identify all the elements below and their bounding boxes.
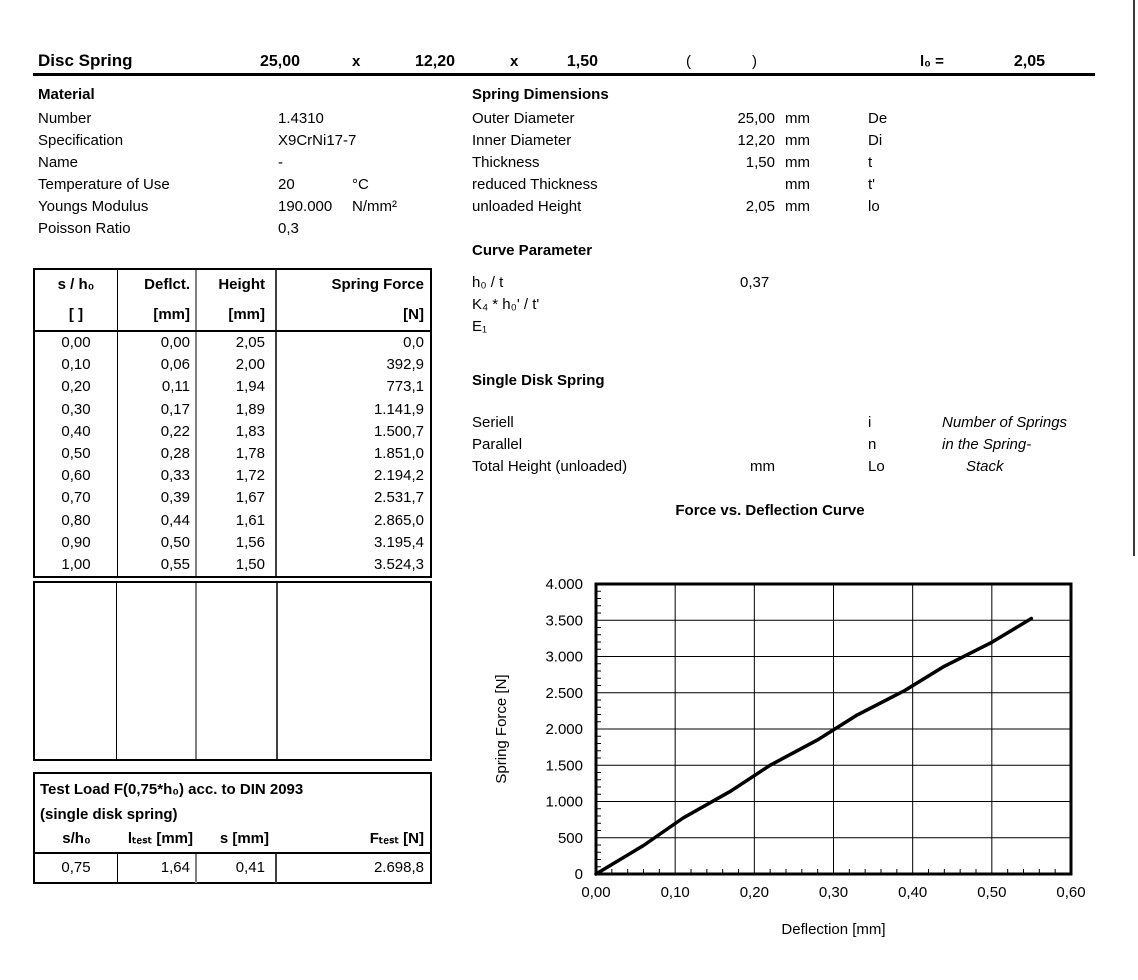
column-separator bbox=[195, 583, 197, 759]
row-symbol: n bbox=[868, 436, 877, 453]
row-label: Total Height (unloaded) bbox=[472, 458, 628, 475]
svg-text:Deflection [mm]: Deflection [mm] bbox=[781, 921, 886, 938]
dimension-row bbox=[472, 154, 1112, 176]
svg-text:0,10: 0,10 bbox=[660, 884, 690, 901]
force-table-header bbox=[35, 270, 430, 332]
test-load-title: Test Load F(0,75*h₀) acc. to DIN 2093 bbox=[40, 781, 304, 798]
table-cell: 0,0 bbox=[403, 334, 424, 351]
table-cell: 0,20 bbox=[35, 376, 118, 398]
dimension-row bbox=[472, 110, 1112, 132]
row-value: 0,37 bbox=[740, 274, 770, 291]
curve-parameter-row bbox=[472, 318, 1112, 340]
table-cell: 0,60 bbox=[35, 465, 118, 487]
svg-text:500: 500 bbox=[557, 829, 583, 847]
table-cell: 0,10 bbox=[35, 354, 118, 376]
column-unit: [mm] bbox=[197, 300, 277, 330]
svg-text:1.500: 1.500 bbox=[545, 757, 583, 775]
header-multiply-sign-1: x bbox=[352, 53, 361, 70]
spring-dimensions-section bbox=[472, 86, 1112, 220]
svg-text:4.000: 4.000 bbox=[545, 576, 583, 593]
row-label: K₄ * h₀' / t' bbox=[472, 296, 540, 313]
force-table-row bbox=[35, 399, 430, 421]
column-unit: [N] bbox=[403, 306, 424, 323]
header-paren-open: ( bbox=[686, 53, 691, 70]
svg-text:0,00: 0,00 bbox=[581, 884, 611, 901]
table-cell: 0,50 bbox=[118, 532, 197, 554]
column-header: Spring Force bbox=[331, 276, 424, 293]
table-cell: 773,1 bbox=[386, 378, 424, 396]
row-unit: mm bbox=[785, 110, 810, 127]
row-value: 1,50 bbox=[745, 154, 775, 171]
table-cell: 3.195,4 bbox=[373, 533, 424, 551]
row-unit: mm bbox=[785, 154, 810, 171]
table-cell: 0,50 bbox=[35, 443, 118, 465]
row-label: Name bbox=[38, 154, 79, 171]
row-unit: mm bbox=[785, 176, 810, 193]
row-symbol: t bbox=[868, 154, 873, 171]
row-label: Specification bbox=[38, 132, 124, 149]
table-cell: 1.141,9 bbox=[373, 400, 424, 418]
row-value: 25,00 bbox=[737, 110, 775, 127]
row-note: in the Spring- bbox=[942, 436, 1032, 453]
header-rule bbox=[33, 73, 1095, 76]
dimension-row bbox=[472, 176, 1112, 198]
row-label: Poisson Ratio bbox=[38, 220, 131, 237]
row-symbol: Di bbox=[868, 132, 883, 149]
svg-text:Spring Force [N]: Spring Force [N] bbox=[493, 674, 510, 784]
row-symbol: De bbox=[868, 110, 888, 127]
table-cell: 392,9 bbox=[386, 356, 424, 374]
row-label: h₀ / t bbox=[472, 274, 504, 291]
material-row bbox=[38, 132, 468, 154]
material-row bbox=[38, 154, 468, 176]
force-table-row bbox=[35, 465, 430, 487]
column-header: lₜₑₛₜ [mm] bbox=[127, 830, 193, 847]
material-section bbox=[38, 86, 468, 242]
force-table-row bbox=[35, 376, 430, 398]
table-cell: 2.698,8 bbox=[373, 859, 424, 876]
table-cell: 1,61 bbox=[197, 510, 277, 532]
column-separator bbox=[276, 583, 278, 759]
row-value: - bbox=[278, 154, 283, 171]
header-outer-diameter: 25,00 bbox=[259, 53, 300, 70]
curve-parameter-heading: Curve Parameter bbox=[472, 242, 593, 259]
row-label: Parallel bbox=[472, 436, 523, 453]
force-table-empty-continuation bbox=[33, 581, 432, 761]
row-label: Outer Diameter bbox=[472, 110, 575, 127]
material-heading: Material bbox=[38, 86, 95, 103]
column-header: s/h₀ bbox=[62, 830, 91, 847]
svg-text:0: 0 bbox=[574, 866, 583, 883]
svg-text:0,20: 0,20 bbox=[739, 884, 769, 901]
table-cell: 1,50 bbox=[197, 554, 277, 576]
curve-parameter-section bbox=[472, 242, 1112, 340]
row-value: 0,3 bbox=[278, 220, 299, 237]
spring-dimensions-heading: Spring Dimensions bbox=[472, 86, 609, 103]
svg-text:0,30: 0,30 bbox=[818, 884, 849, 901]
table-cell: 0,22 bbox=[118, 421, 197, 443]
table-cell: 2.194,2 bbox=[373, 467, 424, 485]
table-cell: 0,17 bbox=[118, 399, 197, 421]
material-row bbox=[38, 220, 468, 242]
row-symbol: Lo bbox=[868, 458, 885, 475]
chart-title: Force vs. Deflection Curve bbox=[675, 502, 865, 519]
column-header: s [mm] bbox=[219, 830, 269, 847]
force-table-row bbox=[35, 443, 430, 465]
row-symbol: t' bbox=[868, 176, 876, 193]
table-cell: 1,83 bbox=[197, 421, 277, 443]
row-label: reduced Thickness bbox=[472, 176, 598, 193]
row-symbol: lo bbox=[868, 198, 880, 215]
row-symbol: i bbox=[868, 414, 872, 431]
header-unloaded-height-value: 2,05 bbox=[1013, 53, 1045, 70]
svg-text:3.500: 3.500 bbox=[545, 612, 583, 630]
force-table-row bbox=[35, 354, 430, 376]
test-load-table bbox=[33, 772, 432, 884]
table-cell: 1.500,7 bbox=[373, 422, 424, 440]
table-cell: 0,41 bbox=[197, 854, 277, 883]
header-unloaded-height-label: l₀ = bbox=[920, 53, 944, 70]
table-cell: 0,90 bbox=[35, 532, 118, 554]
table-cell: 0,80 bbox=[35, 510, 118, 532]
row-unit: mm bbox=[785, 132, 810, 149]
table-cell: 1,00 bbox=[35, 554, 118, 576]
column-unit: [ ] bbox=[35, 300, 118, 330]
single-disk-row bbox=[472, 414, 1122, 436]
table-cell: 0,40 bbox=[35, 421, 118, 443]
table-cell: 0,00 bbox=[118, 332, 197, 354]
material-row bbox=[38, 176, 468, 198]
force-table-row bbox=[35, 421, 430, 443]
table-cell: 2,00 bbox=[197, 354, 277, 376]
table-cell: 2,05 bbox=[197, 332, 277, 354]
row-unit: °C bbox=[352, 176, 369, 193]
row-value: X9CrNi17-7 bbox=[278, 132, 357, 149]
row-value: 2,05 bbox=[745, 198, 775, 215]
single-disk-row bbox=[472, 436, 1122, 458]
force-table-row bbox=[35, 510, 430, 532]
svg-text:3.000: 3.000 bbox=[545, 648, 583, 666]
table-cell: 2.865,0 bbox=[373, 511, 424, 529]
table-cell: 0,33 bbox=[118, 465, 197, 487]
dimension-row bbox=[472, 132, 1112, 154]
table-cell: 0,06 bbox=[118, 354, 197, 376]
row-label: Inner Diameter bbox=[472, 132, 572, 149]
table-cell: 0,44 bbox=[118, 510, 197, 532]
column-header: Deflct. bbox=[118, 270, 197, 300]
row-note: Stack bbox=[966, 458, 1004, 475]
test-load-header bbox=[35, 828, 430, 854]
svg-text:0,40: 0,40 bbox=[898, 884, 928, 901]
dimension-row bbox=[472, 198, 1112, 220]
header-paren-close: ) bbox=[752, 53, 757, 70]
row-value: 1.4310 bbox=[278, 110, 324, 127]
curve-parameter-row bbox=[472, 296, 1112, 318]
table-cell: 0,11 bbox=[118, 376, 197, 398]
force-deflection-chart bbox=[470, 500, 1130, 955]
row-unit: mm bbox=[785, 198, 810, 215]
force-table-row bbox=[35, 332, 430, 354]
table-cell: 1,94 bbox=[197, 376, 277, 398]
table-cell: 0,70 bbox=[35, 487, 118, 509]
svg-text:2.500: 2.500 bbox=[545, 684, 583, 702]
table-cell: 0,55 bbox=[118, 554, 197, 576]
force-table bbox=[33, 268, 432, 578]
page-edge bbox=[1133, 0, 1135, 556]
row-label: Number bbox=[38, 110, 92, 127]
row-value: 190.000 bbox=[278, 198, 333, 215]
header-thickness: 1,50 bbox=[566, 53, 598, 70]
row-label: Temperature of Use bbox=[38, 176, 170, 193]
force-table-row bbox=[35, 487, 430, 509]
table-cell: 0,28 bbox=[118, 443, 197, 465]
row-label: Seriell bbox=[472, 414, 514, 431]
column-header: Height bbox=[197, 270, 277, 300]
table-cell: 1.851,0 bbox=[373, 444, 424, 462]
row-unit: N/mm² bbox=[352, 198, 397, 215]
single-disk-spring-heading: Single Disk Spring bbox=[472, 372, 605, 389]
table-cell: 0,75 bbox=[35, 854, 118, 883]
row-unit: mm bbox=[750, 458, 775, 475]
table-cell: 0,39 bbox=[118, 487, 197, 509]
column-header: s / h₀ bbox=[35, 270, 118, 300]
column-header: Fₜₑₛₜ [N] bbox=[369, 830, 424, 847]
table-cell: 1,72 bbox=[197, 465, 277, 487]
table-cell: 1,56 bbox=[197, 532, 277, 554]
material-row bbox=[38, 198, 468, 220]
table-cell: 2.531,7 bbox=[373, 489, 424, 507]
material-row bbox=[38, 110, 468, 132]
column-unit: [mm] bbox=[118, 300, 197, 330]
single-disk-row bbox=[472, 458, 1122, 480]
table-cell: 1,64 bbox=[118, 854, 197, 883]
table-cell: 0,30 bbox=[35, 399, 118, 421]
svg-text:0,50: 0,50 bbox=[977, 884, 1007, 901]
table-cell: 3.524,3 bbox=[373, 555, 424, 573]
force-table-row bbox=[35, 554, 430, 576]
table-cell: 0,00 bbox=[35, 332, 118, 354]
single-disk-spring-section bbox=[472, 372, 1122, 480]
test-load-row bbox=[35, 854, 430, 883]
table-cell: 1,89 bbox=[197, 399, 277, 421]
svg-text:2.000: 2.000 bbox=[545, 721, 583, 738]
curve-parameter-row bbox=[472, 274, 1112, 296]
svg-text:0,60: 0,60 bbox=[1056, 884, 1086, 901]
svg-text:1.000: 1.000 bbox=[545, 793, 583, 811]
header-inner-diameter: 12,20 bbox=[414, 53, 455, 70]
row-value: 12,20 bbox=[737, 132, 775, 149]
test-load-subtitle: (single disk spring) bbox=[40, 806, 178, 823]
row-label: Thickness bbox=[472, 154, 540, 171]
row-label: E₁ bbox=[472, 318, 488, 335]
header-multiply-sign-2: x bbox=[510, 53, 519, 70]
force-table-body bbox=[35, 332, 430, 576]
row-label: Youngs Modulus bbox=[38, 198, 149, 215]
force-table-row bbox=[35, 532, 430, 554]
page-title: Disc Spring bbox=[38, 51, 133, 70]
column-separator bbox=[116, 583, 117, 759]
row-label: unloaded Height bbox=[472, 198, 582, 215]
table-cell: 1,67 bbox=[197, 487, 277, 509]
table-cell: 1,78 bbox=[197, 443, 277, 465]
row-value: 20 bbox=[278, 176, 295, 193]
row-note: Number of Springs bbox=[942, 414, 1068, 431]
